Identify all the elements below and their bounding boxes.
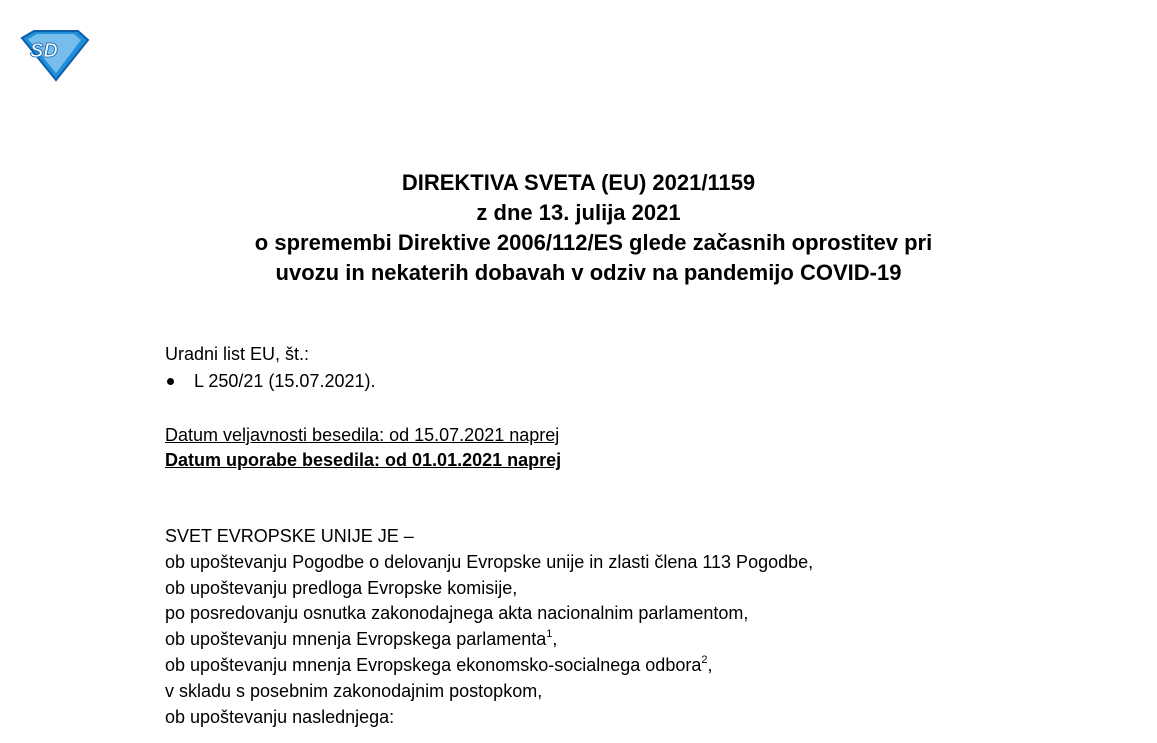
preamble-line: po posredovanju osnutka zakonodajnega akta nacionalnim parlamentom,: [165, 603, 749, 624]
preamble-line: ob upoštevanju naslednjega:: [165, 706, 395, 727]
sd-logo: [18, 28, 90, 82]
title-line-date: z dne 13. julija 2021: [476, 200, 681, 225]
dates-block: [165, 423, 561, 473]
official-journal-item: [165, 369, 375, 394]
title-line-subject-1: o spremembi Direktive 2006/112/ES glede začasnih oprostitev pri: [254, 230, 933, 255]
preamble-line-text: ob upoštevanju mnenja Evropskega ekonomsko-socialnega odbora: [165, 654, 702, 675]
footnote-ref[interactable]: 2: [701, 653, 708, 666]
preamble-line: SVET EVROPSKE UNIJE JE –: [165, 526, 414, 546]
title-line-directive: DIREKTIVA SVETA (EU) 2021/1159: [401, 170, 756, 195]
footnote-ref[interactable]: 1: [546, 628, 553, 641]
document-title: [0, 168, 1157, 288]
preamble-line: [165, 627, 813, 653]
preamble-line: ob upoštevanju predloga Evropske komisije,: [165, 577, 518, 598]
bullet-icon: [167, 378, 174, 385]
preamble-line: [165, 653, 813, 679]
preamble-line-tail: ,: [707, 654, 713, 675]
official-journal-item-text: L 250/21 (15.07.2021).: [194, 371, 376, 391]
official-journal-list: [165, 369, 375, 394]
svg-text:SD: SD: [30, 40, 58, 62]
official-journal-label: Uradni list EU, št.:: [165, 344, 310, 364]
application-date-link[interactable]: Datum uporabe besedila: od 01.01.2021 naprej: [165, 450, 562, 470]
preamble-line: ob upoštevanju Pogodbe o delovanju Evropske unije in zlasti člena 113 Pogodbe,: [165, 551, 814, 572]
title-line-subject-2: uvozu in nekaterih dobavah v odziv na pandemijo COVID-19: [275, 260, 902, 285]
validity-date-link[interactable]: Datum veljavnosti besedila: od 15.07.2021 naprej: [165, 425, 560, 445]
preamble: [165, 524, 813, 730]
preamble-line-text: ob upoštevanju mnenja Evropskega parlamenta: [165, 629, 547, 650]
sd-logo-graphic: [18, 28, 90, 82]
preamble-line-tail: ,: [552, 629, 558, 650]
preamble-line: v skladu s posebnim zakonodajnim postopkom,: [165, 680, 543, 701]
